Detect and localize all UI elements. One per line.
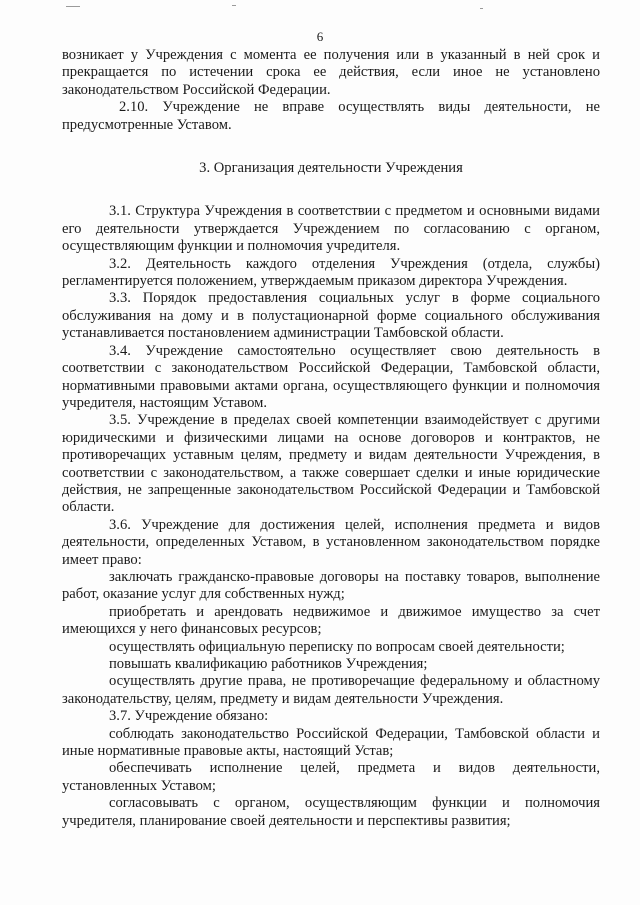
main-text (62, 47, 600, 830)
list-item: приобретать и арендовать недвижимое и движимое имущество за счет имеющихся у него финансовых ресурсов; (62, 603, 600, 638)
paragraph-3-7: 3.7. Учреждение обязано: (109, 708, 269, 725)
paragraph-3-6: 3.6. Учреждение для достижения целей, исполнения предмета и видов деятельности, определенных Уставом, в установленном законодательством порядке имеет право: (62, 516, 600, 568)
section-heading: 3. Организация деятельности Учреждения (199, 160, 463, 177)
paragraph-continuation: возникает у Учреждения с момента ее получения или в указанный в ней срок и прекращается по истечении срока ее действия, если иное не установлено законодательством Российской Федерации. (62, 47, 600, 98)
scan-artifact (480, 8, 483, 9)
scan-artifact (232, 5, 236, 6)
scan-artifact (66, 6, 80, 7)
paragraph-3-4: 3.4. Учреждение самостоятельно осуществляет свою деятельность в соответствии с законодательством Российской Федерации, Тамбовской области, нормативными правовыми актами органа, осуществляющего функции и полномочия учредителя, настоящим Уставом. (62, 342, 600, 411)
list-item: согласовывать с органом, осуществляющим функции и полномочия учредителя, планирование своей деятельности и перспективы развития; (62, 795, 600, 829)
paragraph-3-5: 3.5. Учреждение в пределах своей компетенции взаимодействует с другими юридическими и физическими лицами на основе договоров и контрактов, не противоречащих уставным целям, предмету и видам деятельности Учреждения, в соответствии с законодательством, а также совершает сделки и иные юридические действия, не запрещенные законодательством Российской Федерации и Тамбовской области. (62, 412, 600, 516)
list-item: обеспечивать исполнение целей, предмета и видов деятельности, установленных Уставом; (62, 760, 600, 794)
list-item: повышать квалификацию работников Учреждения; (109, 656, 428, 672)
paragraph-3-1: 3.1. Структура Учреждения в соответствии с предметом и основными видами его деятельности утверждается Учреждением по согласованию с органом, осуществляющим функции и полномочия учредителя. (62, 203, 600, 255)
paragraph-3-2: 3.2. Деятельность каждого отделения Учреждения (отдела, службы) регламентируется положением, утверждаемым приказом директора Учреждения. (62, 255, 600, 290)
paragraph-2-10: 2.10. Учреждение не вправе осуществлять виды деятельности, не предусмотренные Уставом. (62, 99, 600, 133)
paragraph-3-3: 3.3. Порядок предоставления социальных услуг в форме социального обслуживания на дому и в полустационарной форме социального обслуживания устанавливается постановлением администрации Тамбовской области. (62, 290, 600, 342)
list-item: осуществлять другие права, не противоречащие федеральному и областному законодательству, целям, предмету и видам деятельности Учреждения. (62, 673, 600, 707)
list-item: заключать гражданско-правовые договоры на поставку товаров, выполнение работ, оказание услуг для собственных нужд; (62, 568, 600, 603)
list-item: осуществлять официальную переписку по вопросам своей деятельности; (109, 638, 565, 655)
list-item: соблюдать законодательство Российской Федерации, Тамбовской области и иные нормативные правовые акты, настоящий Устав; (62, 725, 600, 760)
page-number: 6 (316, 29, 324, 44)
